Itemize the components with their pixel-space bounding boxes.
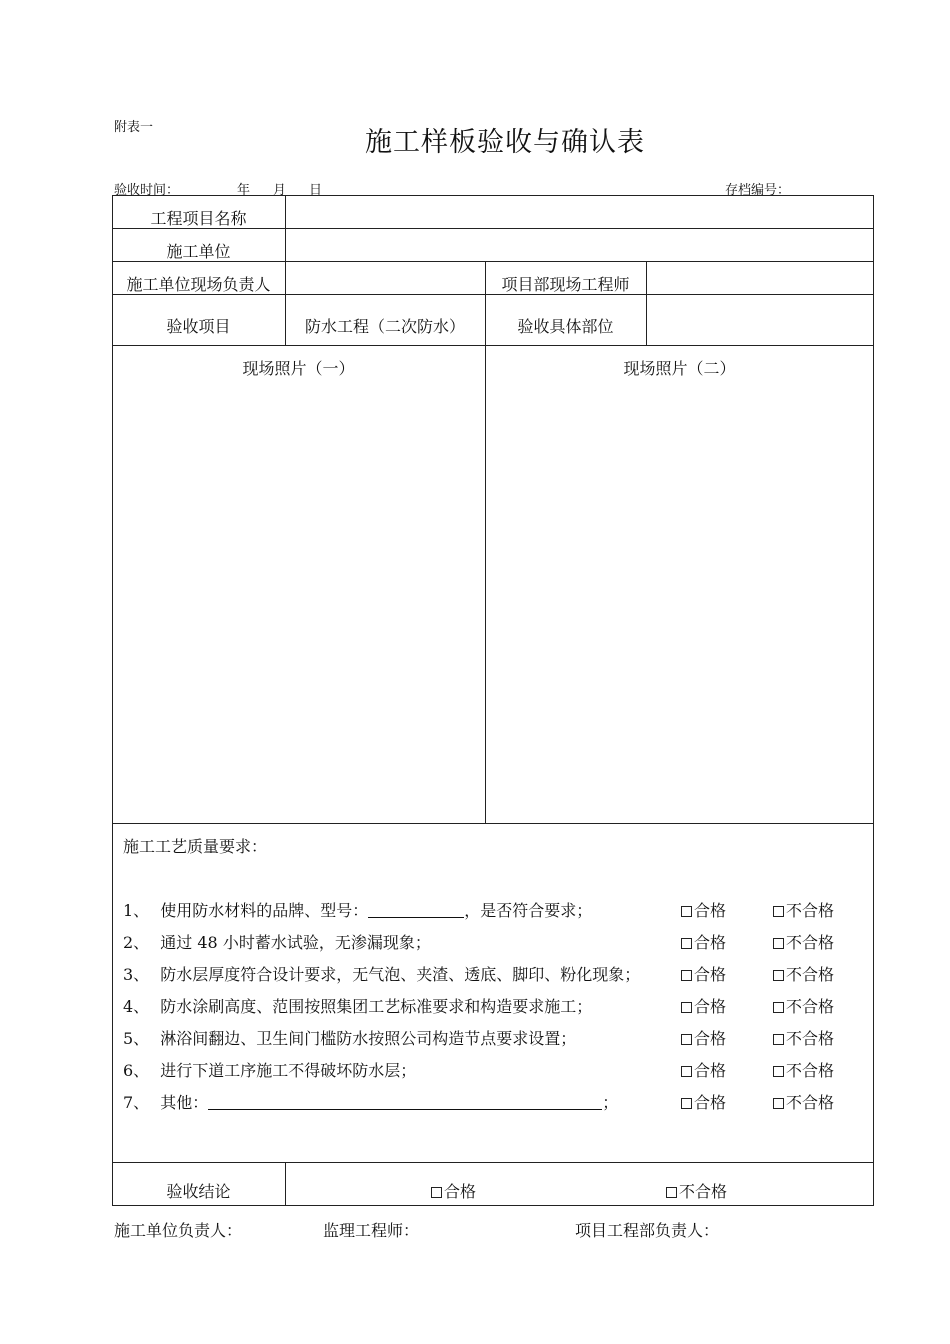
column-divider	[285, 1162, 286, 1206]
checkbox-square-icon	[773, 1002, 784, 1013]
date-label: 验收时间：	[114, 183, 180, 198]
requirement-item	[123, 898, 592, 921]
column-divider	[485, 261, 486, 823]
checkbox-square-icon	[431, 1187, 442, 1198]
item-number: 7、	[123, 1093, 150, 1112]
photo-2-label: 现场照片（二）	[623, 359, 736, 378]
year-label: 年	[237, 183, 251, 198]
pass-checkbox[interactable]: 合格	[681, 1058, 726, 1081]
item-number: 2、	[123, 933, 150, 952]
item-number: 4、	[123, 997, 150, 1016]
pass-checkbox[interactable]: 合格	[681, 1026, 726, 1049]
fail-checkbox[interactable]: 不合格	[773, 930, 834, 953]
requirement-item	[123, 994, 592, 1017]
checkbox-square-icon	[681, 1066, 692, 1077]
requirement-item	[123, 930, 431, 953]
photo-1-label: 现场照片（一）	[242, 359, 355, 378]
conclusion-pass-checkbox[interactable]: 合格	[431, 1179, 476, 1202]
item-text: 通过 48 小时蓄水试验，无渗漏现象；	[160, 933, 431, 952]
fail-checkbox[interactable]: 不合格	[773, 1090, 834, 1113]
fail-checkbox[interactable]: 不合格	[773, 1058, 834, 1081]
fail-checkbox[interactable]: 不合格	[773, 1026, 834, 1049]
requirement-item	[123, 962, 640, 985]
day-label: 日	[309, 183, 323, 198]
pass-checkbox[interactable]: 合格	[681, 1090, 726, 1113]
conclusion-fail-checkbox[interactable]: 不合格	[666, 1179, 727, 1202]
pass-checkbox[interactable]: 合格	[681, 962, 726, 985]
row-divider	[112, 345, 874, 346]
project-engineer-field[interactable]	[648, 263, 872, 293]
item-text: 进行下道工序施工不得破坏防水层；	[160, 1061, 417, 1080]
requirement-item	[123, 1026, 576, 1049]
contractor-label: 施工单位	[166, 242, 231, 261]
inspection-location-field[interactable]	[648, 296, 872, 344]
fail-checkbox[interactable]: 不合格	[773, 962, 834, 985]
checkbox-square-icon	[681, 938, 692, 949]
photo-1-area[interactable]	[114, 380, 483, 820]
checkbox-square-icon	[681, 906, 692, 917]
checkbox-square-icon	[681, 1098, 692, 1109]
project-engineer-label: 项目部现场工程师	[501, 275, 630, 294]
checkbox-square-icon	[681, 1002, 692, 1013]
item-number: 3、	[123, 965, 150, 984]
contractor-site-lead-label: 施工单位现场负责人	[126, 275, 271, 294]
project-dept-signature-label: 项目工程部负责人：	[575, 1221, 720, 1240]
item-text: 淋浴间翻边、卫生间门槛防水按照公司构造节点要求设置；	[160, 1029, 577, 1048]
supervisor-signature-label: 监理工程师：	[323, 1221, 420, 1240]
column-divider	[646, 261, 647, 345]
row-divider	[112, 1162, 874, 1163]
pass-checkbox[interactable]: 合格	[681, 898, 726, 921]
contractor-site-lead-field[interactable]	[287, 263, 484, 293]
fail-checkbox[interactable]: 不合格	[773, 994, 834, 1017]
requirement-item	[123, 1058, 416, 1081]
fail-checkbox[interactable]: 不合格	[773, 898, 834, 921]
archive-number-label: 存档编号：	[725, 183, 791, 198]
checkbox-square-icon	[773, 1066, 784, 1077]
checkbox-square-icon	[666, 1187, 677, 1198]
material-brand-blank[interactable]	[368, 903, 464, 918]
pass-checkbox[interactable]: 合格	[681, 930, 726, 953]
checkbox-square-icon	[681, 1034, 692, 1045]
pass-checkbox[interactable]: 合格	[681, 994, 726, 1017]
page-title: 施工样板验收与确认表	[365, 127, 645, 158]
item-text-suffix: ；	[602, 1093, 619, 1112]
checkbox-square-icon	[773, 1098, 784, 1109]
project-name-label: 工程项目名称	[150, 209, 247, 228]
contractor-signature-label: 施工单位负责人：	[114, 1221, 243, 1240]
checkbox-square-icon	[681, 970, 692, 981]
photo-2-area[interactable]	[487, 380, 872, 820]
inspection-item-value: 防水工程（二次防水）	[304, 317, 465, 336]
item-number: 5、	[123, 1029, 150, 1048]
checkbox-square-icon	[773, 906, 784, 917]
row-divider	[112, 823, 874, 824]
requirements-heading: 施工工艺质量要求：	[123, 837, 268, 856]
item-text: 防水涂刷高度、范围按照集团工艺标准要求和构造要求施工；	[160, 997, 593, 1016]
other-blank[interactable]	[208, 1095, 602, 1110]
annex-label: 附表一	[114, 120, 154, 135]
checkbox-square-icon	[773, 938, 784, 949]
conclusion-label: 验收结论	[166, 1182, 231, 1201]
item-text: 防水层厚度符合设计要求，无气泡、夹渣、透底、脚印、粉化现象；	[160, 965, 641, 984]
item-number: 6、	[123, 1061, 150, 1080]
inspection-item-label: 验收项目	[166, 317, 231, 336]
checkbox-square-icon	[773, 1034, 784, 1045]
project-name-field[interactable]	[287, 197, 872, 227]
requirement-item	[123, 1090, 618, 1113]
item-text-suffix: ，是否符合要求；	[464, 901, 593, 920]
inspection-location-label: 验收具体部位	[517, 317, 614, 336]
contractor-field[interactable]	[287, 230, 872, 260]
item-text: 其他：	[160, 1093, 209, 1112]
item-number: 1、	[123, 901, 150, 920]
month-label: 月	[273, 183, 287, 198]
item-text: 使用防水材料的品牌、型号：	[160, 901, 369, 920]
checkbox-square-icon	[773, 970, 784, 981]
